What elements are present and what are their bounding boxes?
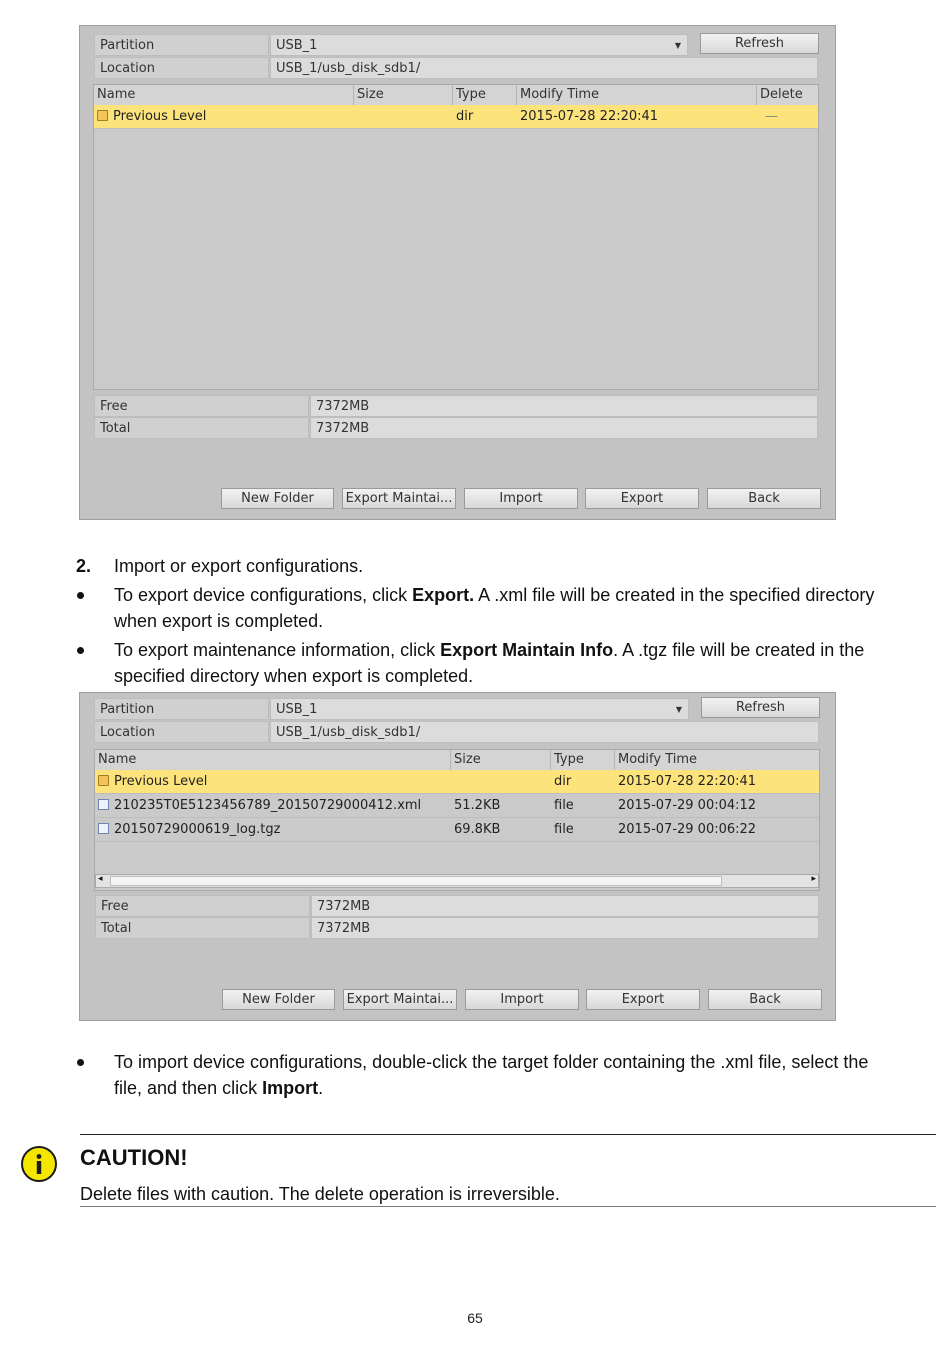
bullet-export-config: To export device configurations, click Export. A .xml file will be created in the specified directory when export is completed. (114, 585, 875, 631)
free-label: Free (95, 895, 310, 917)
row-type: dir (456, 109, 474, 124)
file-icon (98, 799, 109, 810)
back-button[interactable]: Back (707, 488, 821, 509)
row-name: Previous Level (94, 105, 354, 129)
bullet-icon (77, 1059, 84, 1066)
table-row[interactable] (95, 770, 819, 794)
location-label: Location (94, 57, 269, 79)
row-name: Previous Level (95, 770, 207, 794)
total-label: Total (94, 417, 309, 439)
total-value: 7372MB (311, 917, 819, 939)
file-browser-screenshot-1 (79, 25, 836, 520)
row-size: 69.8KB (454, 822, 501, 837)
location-field: USB_1/usb_disk_sdb1/ (270, 57, 818, 79)
row-modify-time: 2015-07-29 00:06:22 (618, 822, 757, 837)
folder-icon (98, 775, 109, 786)
partition-label: Partition (94, 34, 269, 56)
free-label: Free (94, 395, 309, 417)
row-modify-time: 2015-07-28 22:20:41 (618, 774, 757, 789)
table-row[interactable] (95, 794, 819, 818)
chevron-down-icon: ▼ (675, 705, 682, 714)
row-type: file (554, 798, 574, 813)
free-value: 7372MB (311, 895, 819, 917)
partition-value: USB_1 (276, 38, 318, 53)
file-icon (98, 823, 109, 834)
import-button[interactable]: Import (465, 989, 579, 1010)
row-modify-time: 2015-07-29 00:04:12 (618, 798, 757, 813)
row-name: 210235T0E5123456789_20150729000412.xml (95, 794, 421, 818)
bullet-icon (77, 647, 84, 654)
column-header-size: Size (354, 85, 453, 105)
column-header-modify-time: Modify Time (615, 750, 819, 770)
table-row[interactable] (95, 818, 819, 842)
scroll-right-icon[interactable]: ▸ (811, 874, 816, 884)
new-folder-button[interactable]: New Folder (222, 989, 335, 1010)
step-number: 2. (76, 556, 92, 576)
column-header-name: Name (94, 85, 354, 105)
bullet-export-maintain: To export maintenance information, click Export Maintain Info. A .tgz file will be created in the specified directory when export is completed. (114, 640, 865, 686)
free-value: 7372MB (310, 395, 818, 417)
export-bold: Export. (412, 585, 475, 605)
row-modify-time: 2015-07-28 22:20:41 (520, 109, 659, 124)
column-header-size: Size (451, 750, 551, 770)
export-button[interactable]: Export (585, 488, 699, 509)
delete-icon[interactable]: — (765, 109, 778, 124)
row-type: file (554, 822, 574, 837)
bullet-import-config: To import device configurations, double-click the target folder containing the .xml file, select the file, and then click Import. (114, 1052, 869, 1098)
export-maintain-info-button[interactable]: Export Maintai... (342, 488, 456, 509)
partition-dropdown[interactable] (270, 34, 688, 56)
file-table (94, 749, 820, 891)
partition-value: USB_1 (276, 702, 318, 717)
location-field: USB_1/usb_disk_sdb1/ (270, 721, 819, 743)
step-text: Import or export configurations. (114, 556, 364, 576)
refresh-button[interactable]: Refresh (701, 697, 820, 718)
row-name: 20150729000619_log.tgz (95, 818, 280, 842)
info-icon (21, 1146, 57, 1182)
location-label: Location (94, 721, 269, 743)
partition-dropdown[interactable] (270, 698, 689, 720)
partition-label: Partition (94, 698, 269, 720)
page-number: 65 (467, 1310, 483, 1326)
export-maintain-info-bold: Export Maintain Info (440, 640, 614, 660)
column-header-type: Type (551, 750, 615, 770)
caution-top-rule (80, 1134, 936, 1135)
scroll-left-icon[interactable]: ◂ (98, 874, 103, 884)
row-type: dir (554, 774, 572, 789)
export-button[interactable]: Export (586, 989, 700, 1010)
import-button[interactable]: Import (464, 488, 578, 509)
chevron-down-icon: ▼ (674, 41, 681, 50)
total-label: Total (95, 917, 310, 939)
column-header-modify-time: Modify Time (517, 85, 757, 105)
column-header-type: Type (453, 85, 517, 105)
folder-icon (97, 110, 108, 121)
caution-bottom-rule (80, 1206, 936, 1207)
column-header-delete: Delete (757, 85, 818, 105)
bullet-icon (77, 592, 84, 599)
import-bold: Import (262, 1078, 319, 1098)
row-size: 51.2KB (454, 798, 501, 813)
column-header-name: Name (95, 750, 451, 770)
caution-title: CAUTION! (80, 1145, 188, 1170)
export-maintain-info-button[interactable]: Export Maintai... (343, 989, 457, 1010)
total-value: 7372MB (310, 417, 818, 439)
file-browser-screenshot-2 (79, 692, 836, 1021)
table-row[interactable] (94, 105, 818, 129)
file-table (93, 84, 819, 390)
caution-body: Delete files with caution. The delete operation is irreversible. (80, 1184, 560, 1204)
scrollbar-thumb[interactable] (110, 876, 722, 886)
refresh-button[interactable]: Refresh (700, 33, 819, 54)
horizontal-scrollbar[interactable] (95, 874, 819, 888)
new-folder-button[interactable]: New Folder (221, 488, 334, 509)
back-button[interactable]: Back (708, 989, 822, 1010)
